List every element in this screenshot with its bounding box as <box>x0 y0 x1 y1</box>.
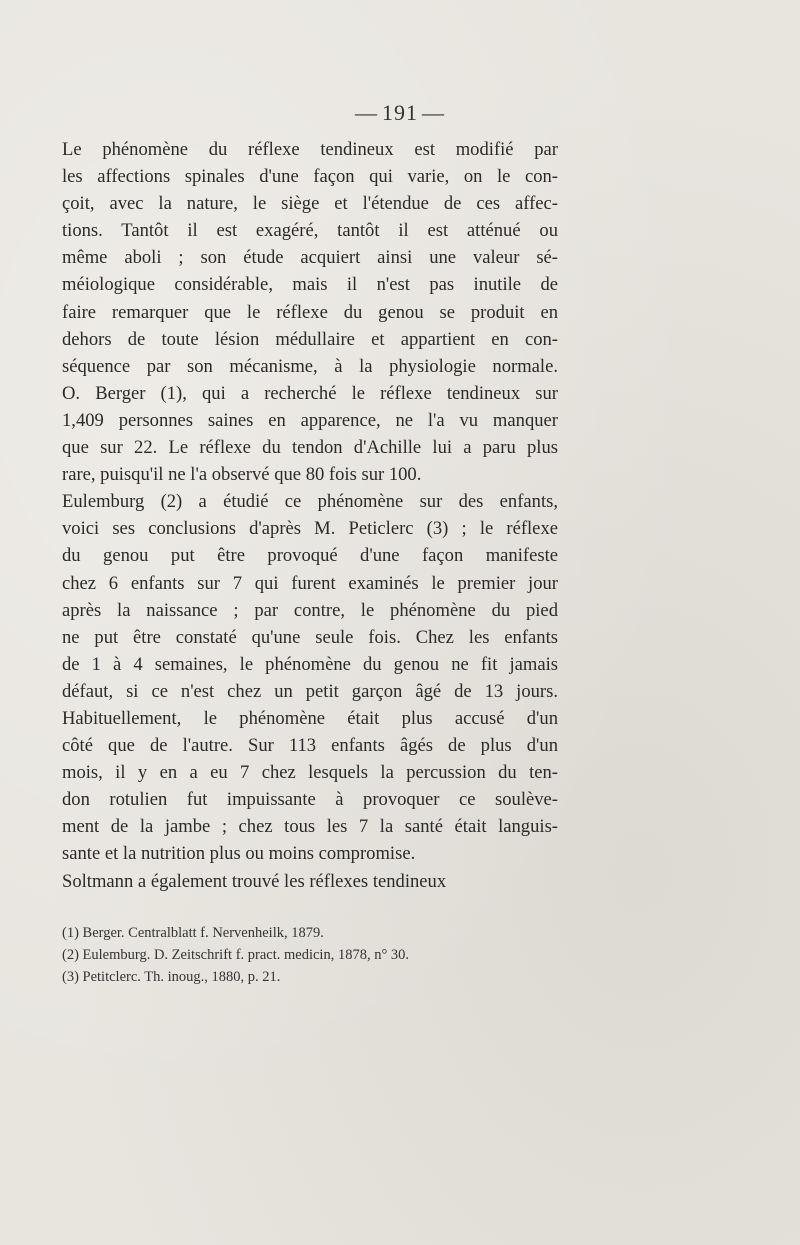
text-line: tions. Tantôt il est exagéré, tantôt il est atténué ou <box>62 220 558 242</box>
body-text <box>62 136 558 895</box>
text-line: méiologique considérable, mais il n'est pas inutile de <box>62 274 558 296</box>
footnotes <box>62 922 558 988</box>
footnote: (1) Berger. Centralblatt f. Nervenheilk, 1879. <box>62 925 324 941</box>
text-line: même aboli ; son étude acquiert ainsi une valeur sé- <box>62 247 558 269</box>
text-line: faire remarquer que le réflexe du genou se produit en <box>62 301 558 323</box>
text-line: Soltmann a également trouvé les réflexes tendineux <box>62 870 447 892</box>
text-line: ne put être constaté qu'une seule fois. Chez les enfants <box>62 626 558 648</box>
text-line: du genou put être provoqué d'une façon manifeste <box>62 545 558 567</box>
text-line: les affections spinales d'une façon qui varie, on le con- <box>62 166 558 188</box>
page-number-value: 191 <box>382 100 418 125</box>
text-line: Habituellement, le phénomène était plus accusé d'un <box>62 707 558 729</box>
text-line: O. Berger (1), qui a recherché le réflexe tendineux sur <box>62 382 558 404</box>
text-line: dehors de toute lésion médullaire et appartient en con- <box>62 328 558 350</box>
text-line: séquence par son mécanisme, à la physiologie normale. <box>62 355 558 377</box>
text-line: de 1 à 4 semaines, le phénomène du genou ne fit jamais <box>62 653 558 675</box>
footnote: (3) Petitclerc. Th. inoug., 1880, p. 21. <box>62 969 281 985</box>
footnote: (2) Eulemburg. D. Zeitschrift f. pract. medicin, 1878, n° 30. <box>62 947 410 963</box>
page-number <box>0 100 800 126</box>
text-line: rare, puisqu'il ne l'a observé que 80 fois sur 100. <box>62 464 422 486</box>
text-line: Eulemburg (2) a étudié ce phénomène sur des enfants, <box>62 491 558 513</box>
text-line: sante et la nutrition plus ou moins compromise. <box>62 843 416 865</box>
text-line: mois, il y en a eu 7 chez lesquels la percussion du ten- <box>62 762 558 784</box>
text-line: après la naissance ; par contre, le phénomène du pied <box>62 599 558 621</box>
text-line: Le phénomène du réflexe tendineux est modifié par <box>62 139 558 160</box>
text-line: ment de la jambe ; chez tous les 7 la santé était languis- <box>62 816 558 838</box>
text-line: voici ses conclusions d'après M. Peticlerc (3) ; le réflexe <box>62 518 558 540</box>
page-number-dash-right: — <box>422 100 445 125</box>
text-line: que sur 22. Le réflexe du tendon d'Achille lui a paru plus <box>62 437 558 459</box>
page-number-dash-left: — <box>355 100 378 125</box>
text-line: çoit, avec la nature, le siège et l'étendue de ces affec- <box>62 193 558 215</box>
text-line: chez 6 enfants sur 7 qui furent examinés le premier jour <box>62 572 558 594</box>
text-line: don rotulien fut impuissante à provoquer ce soulève- <box>62 789 558 811</box>
text-line: côté que de l'autre. Sur 113 enfants âgés de plus d'un <box>62 735 558 757</box>
text-line: 1,409 personnes saines en apparence, ne l'a vu manquer <box>62 409 558 431</box>
text-line: défaut, si ce n'est chez un petit garçon âgé de 13 jours. <box>62 680 558 702</box>
